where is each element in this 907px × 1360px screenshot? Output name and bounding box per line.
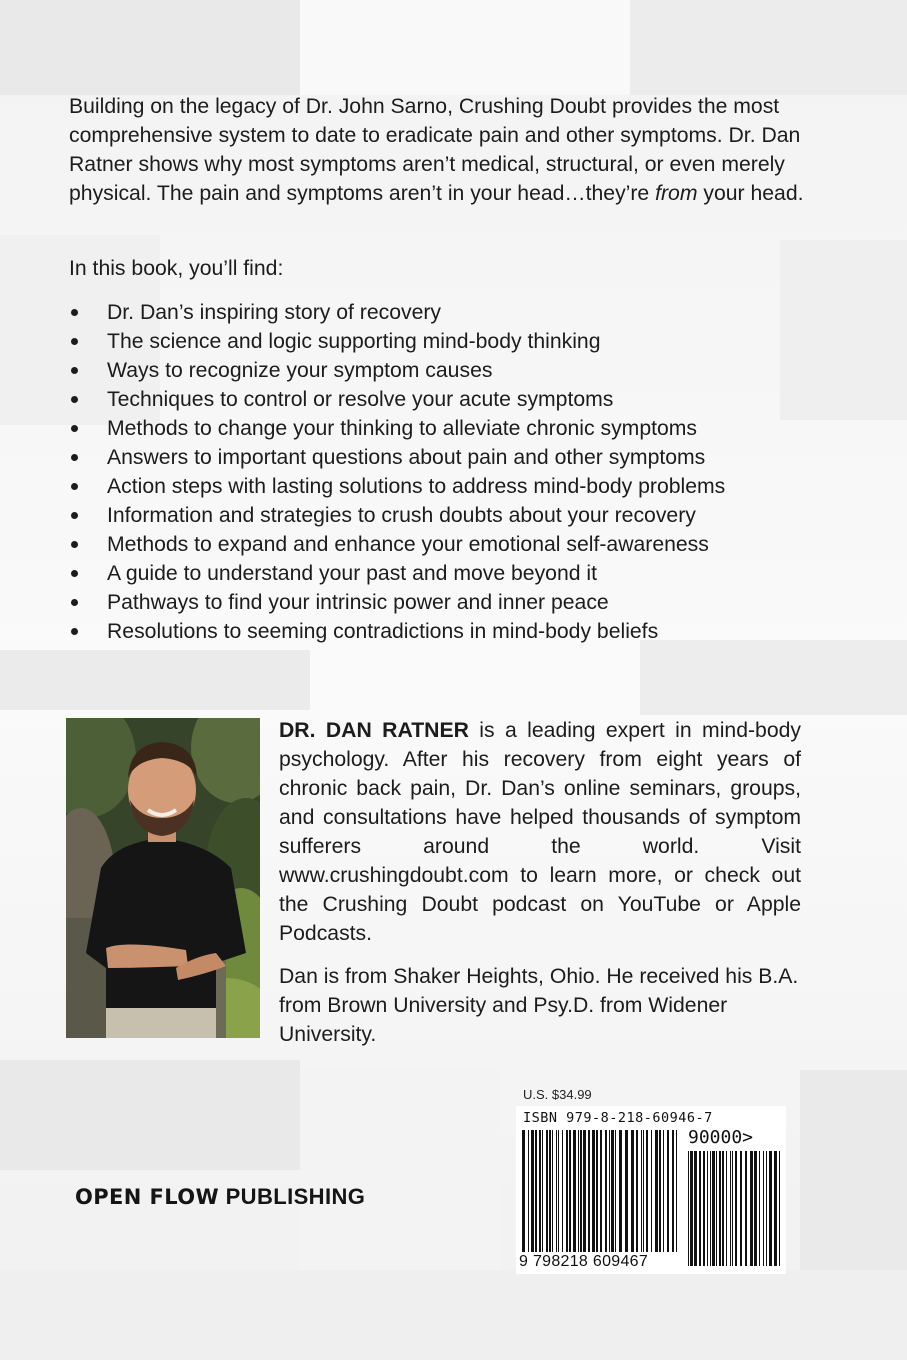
blurb-text-2: your head.	[697, 182, 804, 205]
author-portrait-image	[66, 718, 260, 1038]
price-label: U.S. $34.99	[523, 1087, 592, 1102]
author-bio	[279, 716, 801, 948]
bullet-icon	[71, 541, 78, 548]
publisher-name-bold: OPEN FLOW	[75, 1185, 220, 1209]
features-intro: In this book, you’ll find:	[69, 257, 284, 280]
barcode-bars	[516, 1106, 786, 1274]
author-background: Dan is from Shaker Heights, Ohio. He received his B.A. from Brown University and Psy.D. from Widener University.	[279, 965, 799, 1046]
blurb-text-1: Building on the legacy of Dr. John Sarno, Crushing Doubt provides the most comprehensive system to date to eradicate pain and other symptoms. Dr. Dan Ratner shows why most symptoms aren’t medical, structural, or even merely physical. The pain and symptoms aren’t in your head…they’re	[69, 95, 801, 205]
list-item: Methods to expand and enhance your emotional self-awareness	[69, 530, 839, 559]
bullet-icon	[71, 599, 78, 606]
list-item: A guide to understand your past and move beyond it	[69, 559, 839, 588]
isbn-label: ISBN 979-8-218-60946-7	[523, 1110, 713, 1126]
list-item: Answers to important questions about pain and other symptoms	[69, 443, 839, 472]
publisher-logo	[75, 1184, 365, 1210]
author-name: DR. DAN RATNER	[279, 719, 469, 742]
bullet-icon	[71, 425, 78, 432]
bullet-icon	[71, 483, 78, 490]
list-item: Dr. Dan’s inspiring story of recovery	[69, 298, 839, 327]
features-list	[69, 298, 839, 646]
list-item: Resolutions to seeming contradictions in mind-body beliefs	[69, 617, 839, 646]
list-item: Techniques to control or resolve your acute symptoms	[69, 385, 839, 414]
bullet-icon	[71, 512, 78, 519]
barcode-digits: 9 798218 609467	[519, 1253, 649, 1270]
barcode-addon-code: 90000>	[688, 1127, 754, 1148]
list-item: Methods to change your thinking to alleviate chronic symptoms	[69, 414, 839, 443]
list-item: Ways to recognize your symptom causes	[69, 356, 839, 385]
bullet-icon	[71, 628, 78, 635]
list-item: Pathways to find your intrinsic power and inner peace	[69, 588, 839, 617]
bullet-icon	[71, 570, 78, 577]
bullet-icon	[71, 367, 78, 374]
author-photo	[66, 718, 260, 1038]
author-bio-text: is a leading expert in mind-body psychology. After his recovery from eight years of chronic back pain, Dr. Dan’s online seminars, groups, and consultations have helped thousands of symptom sufferers around the world. Visit www.crushingdoubt.com to learn more, or check out the Crushing Doubt podcast on YouTube or Apple Podcasts.	[279, 719, 801, 945]
bullet-icon	[71, 338, 78, 345]
list-item: Action steps with lasting solutions to address mind-body problems	[69, 472, 839, 501]
publisher-name-regular: PUBLISHING	[219, 1184, 366, 1209]
bullet-icon	[71, 454, 78, 461]
bullet-icon	[71, 309, 78, 316]
barcode	[516, 1106, 786, 1274]
list-item: The science and logic supporting mind-body thinking	[69, 327, 839, 356]
blurb-paragraph	[69, 92, 809, 208]
bullet-icon	[71, 396, 78, 403]
blurb-emphasis: from	[655, 182, 698, 205]
list-item: Information and strategies to crush doubts about your recovery	[69, 501, 839, 530]
